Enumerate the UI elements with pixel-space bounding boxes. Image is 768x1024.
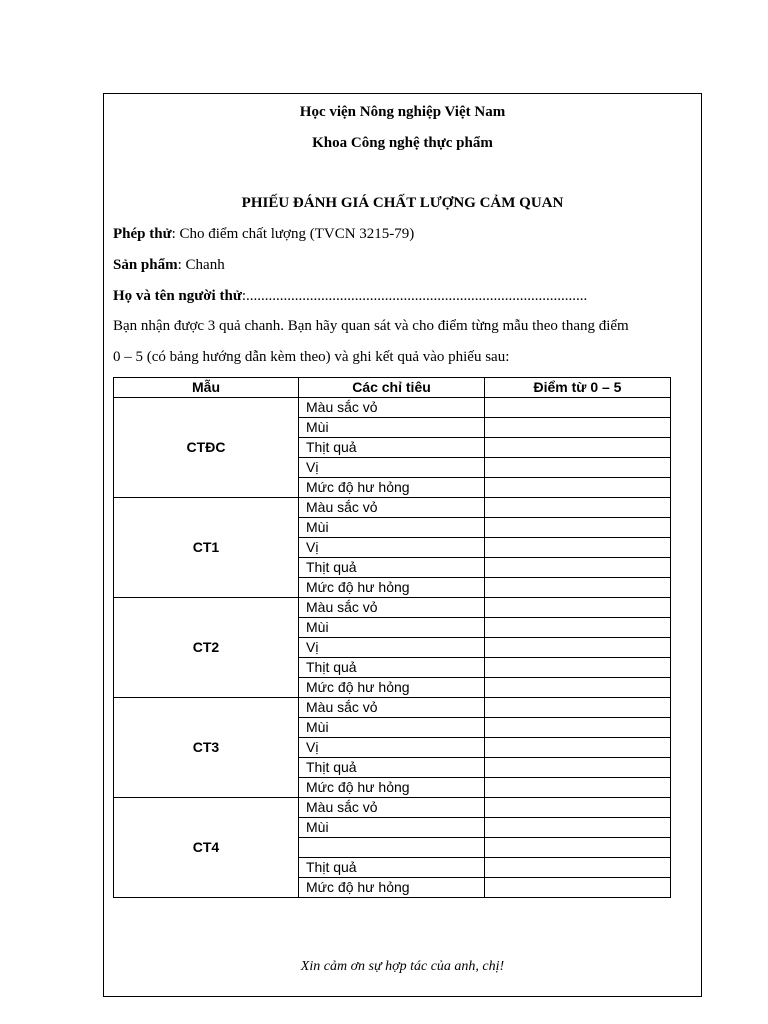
criterion-cell: Thịt quả bbox=[299, 438, 485, 458]
score-input-cell[interactable] bbox=[485, 798, 671, 818]
score-input-cell[interactable] bbox=[485, 658, 671, 678]
table-header-row bbox=[114, 378, 671, 398]
criterion-cell: Vị bbox=[299, 458, 485, 478]
sample-name-cell: CT3 bbox=[114, 698, 299, 798]
evaluation-table bbox=[113, 377, 671, 898]
criterion-cell: Mức độ hư hỏng bbox=[299, 678, 485, 698]
score-input-cell[interactable] bbox=[485, 698, 671, 718]
criterion-cell: Mùi bbox=[299, 518, 485, 538]
test-method-value: : Cho điểm chất lượng (TVCN 3215-79) bbox=[171, 226, 415, 242]
score-input-cell[interactable] bbox=[485, 738, 671, 758]
test-method-label: Phép thử bbox=[113, 226, 172, 242]
criterion-cell: Vị bbox=[299, 638, 485, 658]
score-input-cell[interactable] bbox=[485, 518, 671, 538]
instructions-line-1: Bạn nhận được 3 quả chanh. Bạn hãy quan sát và cho điểm từng mẫu theo thang điểm bbox=[113, 318, 629, 334]
criterion-cell: Màu sắc vỏ bbox=[299, 698, 485, 718]
score-input-cell[interactable] bbox=[485, 478, 671, 498]
score-input-cell[interactable] bbox=[485, 678, 671, 698]
score-input-cell[interactable] bbox=[485, 558, 671, 578]
score-input-cell[interactable] bbox=[485, 638, 671, 658]
criterion-cell: Vị bbox=[299, 738, 485, 758]
score-input-cell[interactable] bbox=[485, 578, 671, 598]
institution-name: Học viện Nông nghiệp Việt Nam bbox=[299, 104, 506, 120]
form-title: PHIẾU ĐÁNH GIÁ CHẤT LƯỢNG CẢM QUAN bbox=[241, 195, 564, 211]
criterion-cell: Thịt quả bbox=[299, 858, 485, 878]
score-input-cell[interactable] bbox=[485, 398, 671, 418]
taster-name-label: Họ và tên người thử bbox=[113, 288, 242, 304]
criterion-cell: Mức độ hư hỏng bbox=[299, 478, 485, 498]
score-input-cell[interactable] bbox=[485, 838, 671, 858]
score-input-cell[interactable] bbox=[485, 778, 671, 798]
criterion-cell: Thịt quả bbox=[299, 758, 485, 778]
table-row bbox=[114, 698, 671, 718]
criterion-cell: Mùi bbox=[299, 618, 485, 638]
sample-name-cell: CT1 bbox=[114, 498, 299, 598]
sample-name-cell: CTĐC bbox=[114, 398, 299, 498]
header-sample: Mẫu bbox=[114, 378, 299, 398]
score-input-cell[interactable] bbox=[485, 598, 671, 618]
score-input-cell[interactable] bbox=[485, 618, 671, 638]
criterion-cell: Màu sắc vỏ bbox=[299, 398, 485, 418]
table-row bbox=[114, 598, 671, 618]
criterion-cell: Mùi bbox=[299, 418, 485, 438]
score-input-cell[interactable] bbox=[485, 758, 671, 778]
product-value: : Chanh bbox=[177, 257, 225, 273]
criterion-cell: Mùi bbox=[299, 818, 485, 838]
score-input-cell[interactable] bbox=[485, 878, 671, 898]
sample-name-cell: CT4 bbox=[114, 798, 299, 898]
criterion-cell: Mức độ hư hỏng bbox=[299, 578, 485, 598]
criterion-cell: Màu sắc vỏ bbox=[299, 598, 485, 618]
sample-name-cell: CT2 bbox=[114, 598, 299, 698]
taster-name-line[interactable] bbox=[113, 286, 587, 306]
table-row bbox=[114, 398, 671, 418]
criterion-cell: Thịt quả bbox=[299, 658, 485, 678]
criterion-cell bbox=[299, 838, 485, 858]
criterion-cell: Mức độ hư hỏng bbox=[299, 778, 485, 798]
score-input-cell[interactable] bbox=[485, 418, 671, 438]
thank-you-note: Xin cảm ơn sự hợp tác của anh, chị! bbox=[300, 959, 505, 974]
header-score: Điểm từ 0 – 5 bbox=[485, 378, 671, 398]
criterion-cell: Màu sắc vỏ bbox=[299, 798, 485, 818]
criterion-cell: Mức độ hư hỏng bbox=[299, 878, 485, 898]
criterion-cell: Vị bbox=[299, 538, 485, 558]
taster-name-field[interactable]: :........................................................................................... bbox=[241, 288, 588, 304]
score-input-cell[interactable] bbox=[485, 438, 671, 458]
test-method-line bbox=[113, 224, 414, 244]
header-criteria: Các chỉ tiêu bbox=[299, 378, 485, 398]
score-input-cell[interactable] bbox=[485, 818, 671, 838]
criterion-cell: Mùi bbox=[299, 718, 485, 738]
criterion-cell: Thịt quả bbox=[299, 558, 485, 578]
score-input-cell[interactable] bbox=[485, 538, 671, 558]
instructions-line-2: 0 – 5 (có bảng hướng dẫn kèm theo) và ghi kết quả vào phiếu sau: bbox=[113, 349, 510, 365]
product-label: Sản phẩm bbox=[113, 257, 178, 273]
product-line bbox=[113, 255, 225, 275]
score-input-cell[interactable] bbox=[485, 458, 671, 478]
table-row bbox=[114, 498, 671, 518]
score-input-cell[interactable] bbox=[485, 858, 671, 878]
faculty-name: Khoa Công nghệ thực phẩm bbox=[312, 135, 493, 151]
criterion-cell: Màu sắc vỏ bbox=[299, 498, 485, 518]
score-input-cell[interactable] bbox=[485, 718, 671, 738]
table-row bbox=[114, 798, 671, 818]
score-input-cell[interactable] bbox=[485, 498, 671, 518]
